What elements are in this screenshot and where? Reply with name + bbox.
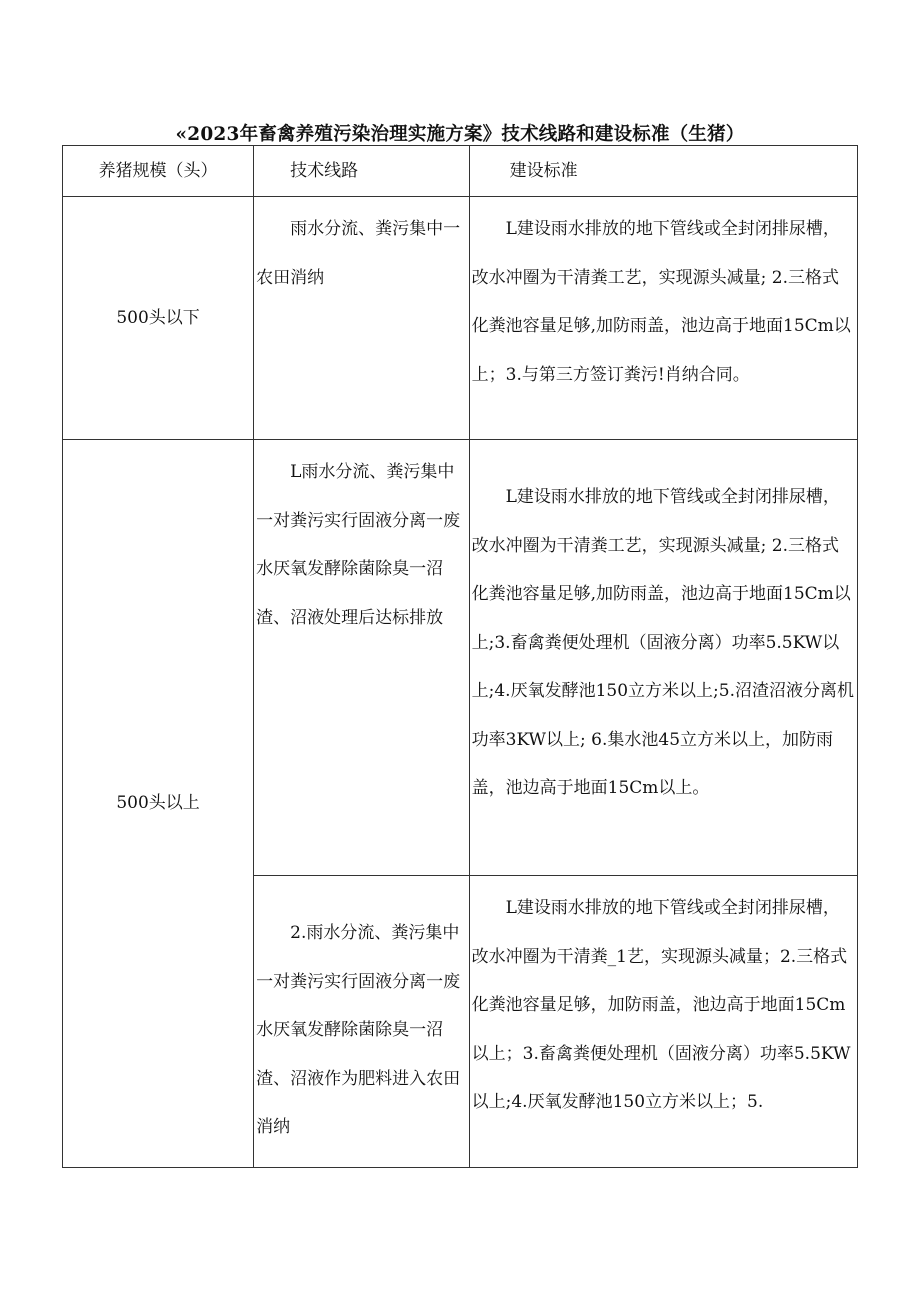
route-text: 雨水分流、粪污集中一农田消纳 — [256, 219, 461, 288]
route-text: L雨水分流、粪污集中一对粪污实行固液分离一废水厌氧发酵除菌除臭一沼渣、沼液处理后达标排放 — [256, 462, 461, 628]
route-cell — [254, 876, 470, 1168]
scale-cell: 500头以下 — [63, 197, 254, 440]
header-standard: 建设标准 — [469, 146, 857, 197]
header-scale: 养猪规模（头） — [63, 146, 254, 197]
standard-cell — [469, 440, 857, 876]
standard-text: L建设雨水排放的地下管线或全封闭排尿槽，改水冲圈为干清粪_1艺，实现源头减量；2.三格式化粪池容量足够，加防雨盖，池边高于地面15Cm以上；3.畜禽粪便处理机（固液分离）功率5.5KW以上;4.厌氧发酵池150立方米以上；5. — [471, 898, 851, 1112]
standard-text: L建设雨水排放的地下管线或全封闭排尿槽，改水冲圈为干清粪工艺，实现源头减量; 2.三格式化粪池容量足够,加防雨盖，池边高于地面15Cm以上；3.与第三方签订粪污!肖纳合同。 — [471, 219, 851, 385]
header-route: 技术线路 — [254, 146, 470, 197]
standard-cell — [469, 876, 857, 1168]
route-cell — [254, 197, 470, 440]
standard-cell — [469, 197, 857, 440]
table-row — [63, 197, 858, 440]
standard-text: L建设雨水排放的地下管线或全封闭排尿槽，改水冲圈为干清粪工艺，实现源头减量; 2.三格式化粪池容量足够,加防雨盖，池边高于地面15Cm以上;3.畜禽粪便处理机（固液分离）功率5.5KW以上;4.厌氧发酵池150立方米以上;5.沼渣沼液分离机功率3KW以上; 6.集水池45立方米以上，加防雨盖，池边高于地面15Cm以上。 — [471, 487, 854, 798]
document-title: «2023年畜禽养殖污染治理实施方案》技术线路和建设标准（生猪） — [175, 124, 745, 145]
scale-cell: 500头以上 — [63, 440, 254, 1168]
table-header-row — [63, 146, 858, 197]
standards-table — [62, 145, 858, 1168]
route-text: 2.雨水分流、粪污集中一对粪污实行固液分离一废水厌氧发酵除菌除臭一沼渣、沼液作为肥料进入农田消纳 — [256, 923, 461, 1137]
route-cell — [254, 440, 470, 876]
table-row — [63, 440, 858, 876]
